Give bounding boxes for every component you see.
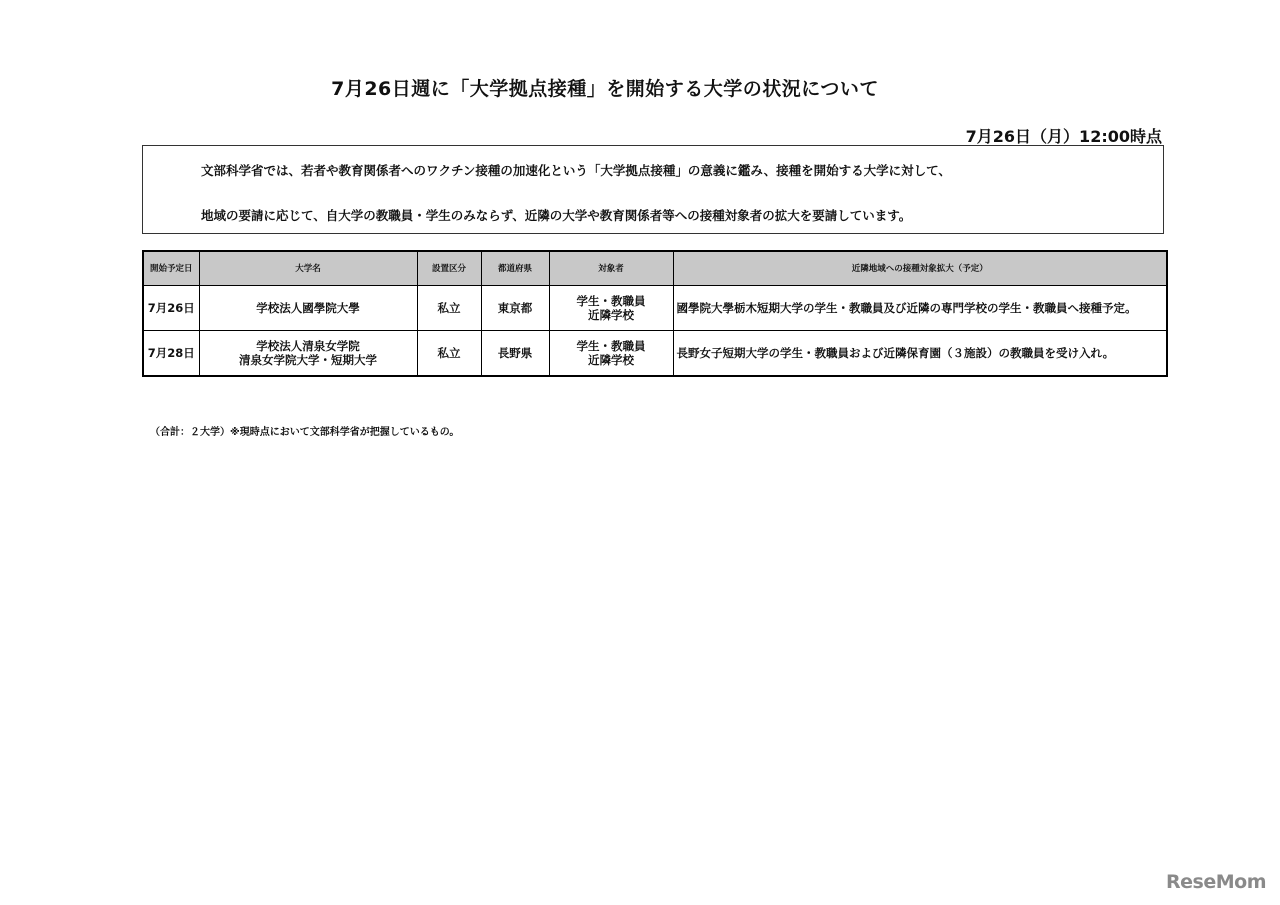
table-row bbox=[143, 286, 1167, 331]
header-start-date: 開始予定日 bbox=[143, 251, 199, 286]
university-name bbox=[199, 286, 417, 331]
target bbox=[549, 331, 673, 377]
notice-box bbox=[142, 145, 1164, 234]
target-line: 学生・教職員 bbox=[576, 339, 646, 353]
target bbox=[549, 286, 673, 331]
header-university: 大学名 bbox=[199, 251, 417, 286]
university-name-line: 学校法人國學院大學 bbox=[256, 301, 360, 315]
header-prefecture: 都道府県 bbox=[481, 251, 549, 286]
university-name bbox=[199, 331, 417, 377]
notice-line-1: 文部科学省では、若者や教育関係者へのワクチン接種の加速化という「大学拠点接種」の意義に鑑み、接種を開始する大学に対して、 bbox=[201, 163, 951, 178]
target-line: 近隣学校 bbox=[588, 308, 634, 322]
start-date: 7月26日 bbox=[143, 286, 199, 331]
table-row bbox=[143, 331, 1167, 377]
start-date: 7月28日 bbox=[143, 331, 199, 377]
university-table bbox=[142, 250, 1168, 377]
expansion: 國學院大學栃木短期大学の学生・教職員及び近隣の専門学校の学生・教職員へ接種予定。 bbox=[673, 286, 1167, 331]
table-header-row bbox=[143, 251, 1167, 286]
university-name-line: 学校法人清泉女学院 bbox=[256, 339, 360, 353]
header-target: 対象者 bbox=[549, 251, 673, 286]
expansion: 長野女子短期大学の学生・教職員および近隣保育園（３施設）の教職員を受け入れ。 bbox=[673, 331, 1167, 377]
header-category: 設置区分 bbox=[417, 251, 481, 286]
prefecture: 長野県 bbox=[481, 331, 549, 377]
footnote: （合計：２大学）※現時点において文部科学省が把握しているもの。 bbox=[150, 427, 460, 438]
category: 私立 bbox=[417, 286, 481, 331]
target-line: 近隣学校 bbox=[588, 353, 634, 367]
prefecture: 東京都 bbox=[481, 286, 549, 331]
header-expansion: 近隣地域への接種対象拡大（予定） bbox=[673, 251, 1167, 286]
as-of-datetime: 7月26日（月）12:00時点 bbox=[965, 127, 1162, 146]
category: 私立 bbox=[417, 331, 481, 377]
notice-line-2: 地域の要請に応じて、自大学の教職員・学生のみならず、近隣の大学や教育関係者等への接種対象者の拡大を要請しています。 bbox=[201, 208, 912, 223]
resemom-logo: ReseMom bbox=[1166, 871, 1266, 893]
target-line: 学生・教職員 bbox=[576, 294, 646, 308]
university-name-line: 清泉女学院大学・短期大学 bbox=[239, 353, 377, 367]
page-title: 7月26日週に「大学拠点接種」を開始する大学の状況について bbox=[331, 78, 879, 100]
